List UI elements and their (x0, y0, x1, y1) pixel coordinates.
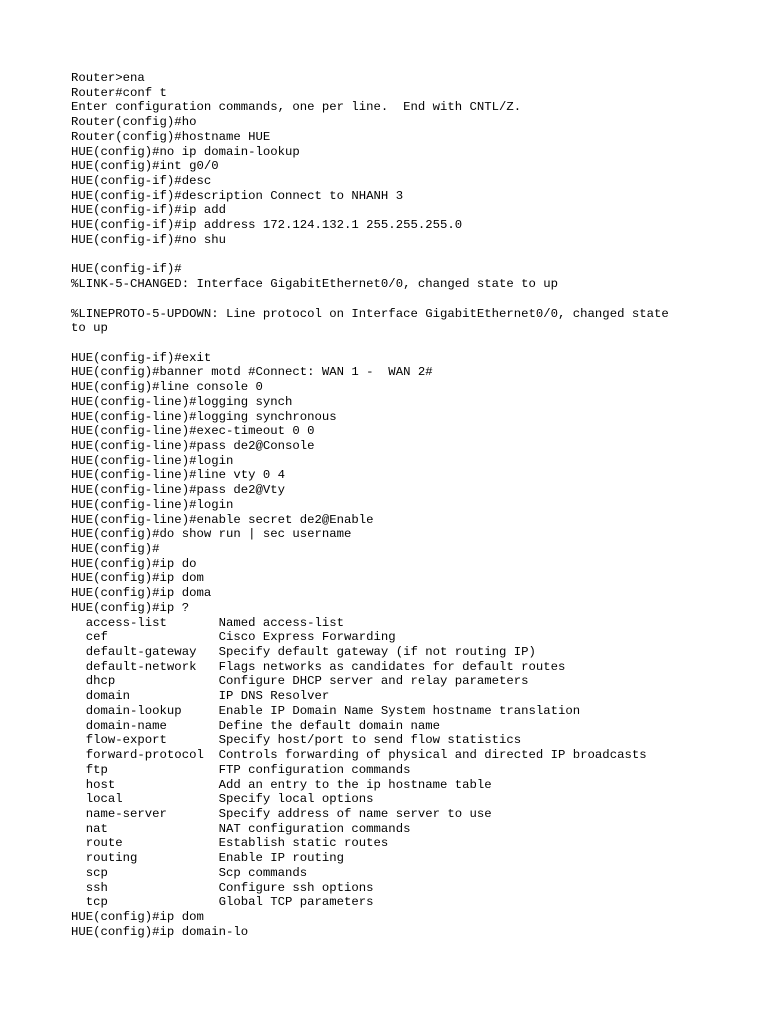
blank-line (71, 336, 751, 351)
transcript-line: %LINEPROTO-5-UPDOWN: Line protocol on Interface GigabitEthernet0/0, changed state (71, 306, 669, 321)
transcript-line: local Specify local options (71, 792, 374, 807)
transcript-line: flow-export Specify host/port to send flow statistics (71, 733, 522, 748)
transcript-line: default-network Flags networks as candidates for default routes (71, 659, 566, 674)
transcript-line: HUE(config)#ip domain-lo (71, 924, 249, 939)
transcript-line: HUE(config)#no ip domain-lookup (71, 144, 300, 159)
transcript-line: tcp Global TCP parameters (71, 895, 374, 910)
transcript-line: HUE(config-line)#pass de2@Vty (71, 483, 286, 498)
document-page (71, 71, 751, 939)
transcript-line: dhcp Configure DHCP server and relay parameters (71, 674, 529, 689)
transcript-line: domain IP DNS Resolver (71, 689, 330, 704)
transcript-line: HUE(config)#ip doma (71, 586, 212, 601)
transcript-line: route Establish static routes (71, 836, 389, 851)
transcript-line: HUE(config)#ip do (71, 556, 197, 571)
transcript-line: HUE(config-if)#ip address 172.124.132.1 255.255.255.0 (71, 218, 463, 233)
transcript-line: HUE(config-if)#description Connect to NHANH 3 (71, 188, 404, 203)
transcript-line: ftp FTP configuration commands (71, 762, 411, 777)
transcript-line: Router(config)#hostname HUE (71, 129, 271, 144)
transcript-line: HUE(config)#banner motd #Connect: WAN 1 - WAN 2# (71, 365, 433, 380)
transcript-line: HUE(config-if)#exit (71, 350, 212, 365)
blank-line (71, 248, 751, 263)
transcript-line: HUE(config-line)#exec-timeout 0 0 (71, 424, 315, 439)
transcript-line: routing Enable IP routing (71, 851, 345, 866)
transcript-line: domain-name Define the default domain name (71, 718, 440, 733)
transcript-line: cef Cisco Express Forwarding (71, 630, 396, 645)
transcript-line: HUE(config-if)#no shu (71, 232, 226, 247)
transcript-line: HUE(config-line)#enable secret de2@Enable (71, 512, 374, 527)
transcript-line: HUE(config-if)#desc (71, 174, 212, 189)
blank-line (71, 292, 751, 307)
transcript-line: HUE(config)#int g0/0 (71, 159, 219, 174)
transcript-line: HUE(config-line)#login (71, 497, 234, 512)
transcript-line: HUE(config-if)#ip add (71, 203, 226, 218)
transcript-line: default-gateway Specify default gateway (if not routing IP) (71, 645, 536, 660)
transcript-line: access-list Named access-list (71, 615, 345, 630)
transcript-line: %LINK-5-CHANGED: Interface GigabitEthernet0/0, changed state to up (71, 277, 559, 292)
transcript-line: HUE(config-line)#login (71, 453, 234, 468)
transcript-line: HUE(config)#ip dom (71, 909, 204, 924)
transcript-line: HUE(config-line)#logging synch (71, 394, 293, 409)
transcript-line: HUE(config)#line console 0 (71, 380, 263, 395)
transcript-line: HUE(config)#ip dom (71, 571, 204, 586)
transcript-line: Router#conf t (71, 85, 167, 100)
transcript-line: Enter configuration commands, one per line. End with CNTL/Z. (71, 100, 522, 115)
terminal-transcript (71, 71, 751, 939)
transcript-line: to up (71, 321, 108, 336)
transcript-line: HUE(config)#do show run | sec username (71, 527, 352, 542)
transcript-line: domain-lookup Enable IP Domain Name System hostname translation (71, 703, 581, 718)
transcript-line: ssh Configure ssh options (71, 880, 374, 895)
transcript-line: nat NAT configuration commands (71, 821, 411, 836)
transcript-line: name-server Specify address of name server to use (71, 806, 492, 821)
transcript-line: HUE(config-line)#logging synchronous (71, 409, 337, 424)
transcript-line: HUE(config)# (71, 542, 160, 556)
transcript-line: scp Scp commands (71, 865, 308, 880)
transcript-line: forward-protocol Controls forwarding of physical and directed IP broadcasts (71, 748, 647, 763)
transcript-line: HUE(config-if)# (71, 262, 182, 277)
transcript-line: HUE(config)#ip ? (71, 600, 190, 615)
transcript-line: HUE(config-line)#pass de2@Console (71, 438, 315, 453)
transcript-line: Router>ena (71, 71, 145, 85)
transcript-line: HUE(config-line)#line vty 0 4 (71, 468, 286, 483)
transcript-line: Router(config)#ho (71, 115, 197, 130)
transcript-line: host Add an entry to the ip hostname table (71, 777, 492, 792)
